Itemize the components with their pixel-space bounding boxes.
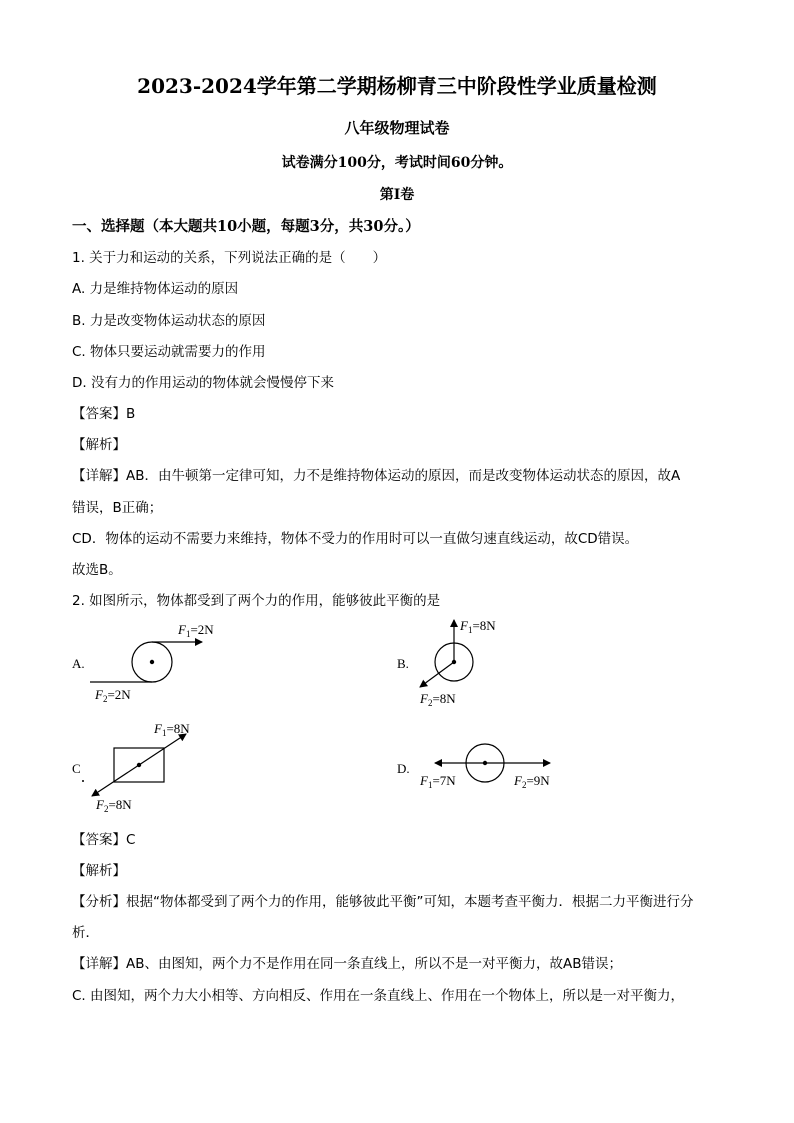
figure-a-label: A.: [72, 656, 85, 671]
q1-detail-line: 故选B。: [72, 562, 122, 578]
answer-value: B: [126, 406, 136, 422]
q1-option-d: D. 没有力的作用运动的物体就会慢慢停下来: [72, 375, 334, 391]
f1-value: =2N: [190, 622, 214, 637]
svg-text:F2=8N: $F_2=8N$: [96, 797, 132, 814]
exam-note: 试卷满分100分，考试时间60分钟。: [281, 155, 513, 171]
q2-stem: 2. 如图所示，物体都受到了两个力的作用，能够彼此平衡的是: [72, 593, 441, 609]
svg-text:F1=2N: $F_1=2N$: [178, 622, 214, 639]
q1-answer: [72, 402, 135, 422]
q1-detail-line: CD．物体的运动不需要力来维持，物体不受力的作用时可以一直做匀速直线运动，故CD错误。: [72, 531, 639, 547]
q2-analysis-tag: 【解析】: [72, 863, 126, 879]
force-f2-arrow: [420, 662, 454, 687]
svg-text:F1=7N: $F_1=7N$: [420, 773, 456, 790]
volume-label: 第Ⅰ卷: [379, 187, 415, 203]
q1-stem: 1. 关于力和运动的关系，下列说法正确的是（ ）: [72, 250, 387, 266]
q2-analysis-line: 析．: [72, 925, 99, 941]
answer-tag: 【答案】: [72, 406, 126, 422]
svg-text:F1=8N: $F_1=8N$: [460, 618, 496, 635]
figure-d-label: D.: [397, 761, 410, 776]
q2-answer: [72, 828, 135, 848]
force-f1-arrow: [139, 734, 186, 765]
figure-b-diagram: [410, 615, 530, 710]
section-heading: 一、选择题（本大题共10小题，每题3分，共30分。）: [72, 218, 420, 235]
q1-option-a: A. 力是维持物体运动的原因: [72, 281, 239, 297]
force-f2-arrow: [92, 765, 139, 796]
svg-text:F2=2N: $F_2=2N$: [95, 687, 131, 704]
q1-analysis-tag: 【解析】: [72, 437, 126, 453]
q1-option-b: B. 力是改变物体运动状态的原因: [72, 313, 266, 329]
q2-analysis-line: 【分析】根据“物体都受到了两个力的作用，能够彼此平衡”可知，本题考查平衡力．根据二力平衡进行分: [72, 894, 694, 910]
q1-detail-line: 错误，B正确；: [72, 500, 163, 516]
figure-b-label: B.: [397, 656, 409, 671]
svg-text:F2=8N: $F_2=8N$: [420, 691, 456, 708]
figure-a-diagram: [90, 615, 220, 710]
q2-analysis-line: C. 由图知，两个力大小相等、方向相反、作用在一条直线上、作用在一个物体上，所以是一对平衡力，: [72, 988, 685, 1004]
answer-tag: 【答案】: [72, 832, 126, 848]
figure-c-label: C: [72, 761, 81, 776]
q1-detail-line: 【详解】AB．由牛顿第一定律可知，力不是维持物体运动的原因，而是改变物体运动状态的原因，故A: [72, 468, 681, 484]
svg-text:F1=8N: $F_1=8N$: [154, 721, 190, 738]
exam-subtitle: 八年级物理试卷: [344, 119, 450, 137]
q1-option-c: C. 物体只要运动就需要力的作用: [72, 344, 266, 360]
figure-c-diagram: [78, 715, 218, 815]
q2-analysis-line: 【详解】AB、由图知，两个力不是作用在同一条直线上，所以不是一对平衡力，故AB错误；: [72, 956, 622, 972]
center-dot: [150, 660, 154, 664]
exam-title: 2023-2024学年第二学期杨柳青三中阶段性学业质量检测: [137, 74, 657, 98]
answer-value: C: [126, 832, 136, 848]
svg-text:F2=9N: $F_2=9N$: [514, 773, 550, 790]
figure-d-diagram: [410, 735, 570, 795]
